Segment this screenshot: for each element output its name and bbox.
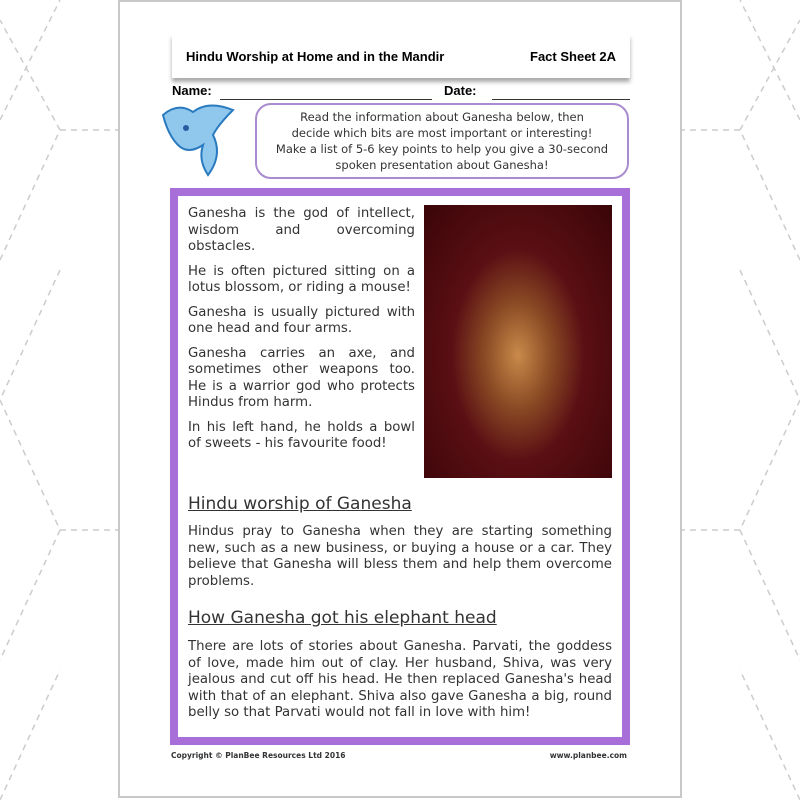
fact-paragraph: Ganesha is usually pictured with one head and four arms. <box>188 304 415 336</box>
name-label: Name: <box>172 83 212 98</box>
fact-paragraph: Ganesha carries an axe, and sometimes other weapons too. He is a warrior god who protects Hindus from harm. <box>188 345 415 410</box>
website-link[interactable]: www.planbee.com <box>549 751 627 760</box>
fact-paragraph: He is often pictured sitting on a lotus blossom, or riding a mouse! <box>188 263 415 295</box>
header-banner <box>172 34 630 78</box>
copyright-text: Copyright © PlanBee Resources Ltd 2016 <box>171 751 346 760</box>
fact-paragraph: In his left hand, he holds a bowl of sweets - his favourite food! <box>188 419 415 451</box>
fact-paragraph: Ganesha is the god of intellect, wisdom and overcoming obstacles. <box>188 206 415 254</box>
ganesha-elephant-icon <box>158 100 238 180</box>
instruction-line: spoken presentation about Ganesha! <box>335 158 549 172</box>
worksheet-title: Hindu Worship at Home and in the Mandir <box>186 48 445 64</box>
section-heading-elephant-head: How Ganesha got his elephant head <box>188 608 497 628</box>
intro-facts <box>188 206 415 461</box>
instruction-line: Read the information about Ganesha below, then <box>300 110 584 124</box>
ganesha-statue-image <box>424 205 612 478</box>
elephant-head-paragraph: There are lots of stories about Ganesha. Parvati, the goddess of love, made him out of clay. Her husband, Shiva, was very jealous and cut off his head. He then replaced Ganesha's head with that of an elephant. Shiva also gave Ganesha a big, round belly so that Parvati would not fall in love with him! <box>188 639 612 720</box>
instruction-line: Make a list of 5-6 key points to help you give a 30-second <box>275 142 609 156</box>
section-heading-worship: Hindu worship of Ganesha <box>188 494 412 514</box>
instruction-bubble <box>255 103 629 179</box>
name-field[interactable] <box>220 99 432 100</box>
name-date-row <box>172 83 630 98</box>
sheet-number: Fact Sheet 2A <box>530 48 616 64</box>
worship-paragraph: Hindus pray to Ganesha when they are starting something new, such as a new business, or buying a house or a car. They believe that Ganesha will bless them and help them overcome problems. <box>188 524 612 589</box>
instruction-line: decide which bits are most important or interesting! <box>291 126 593 140</box>
date-label: Date: <box>444 83 477 98</box>
date-field[interactable] <box>492 99 630 100</box>
